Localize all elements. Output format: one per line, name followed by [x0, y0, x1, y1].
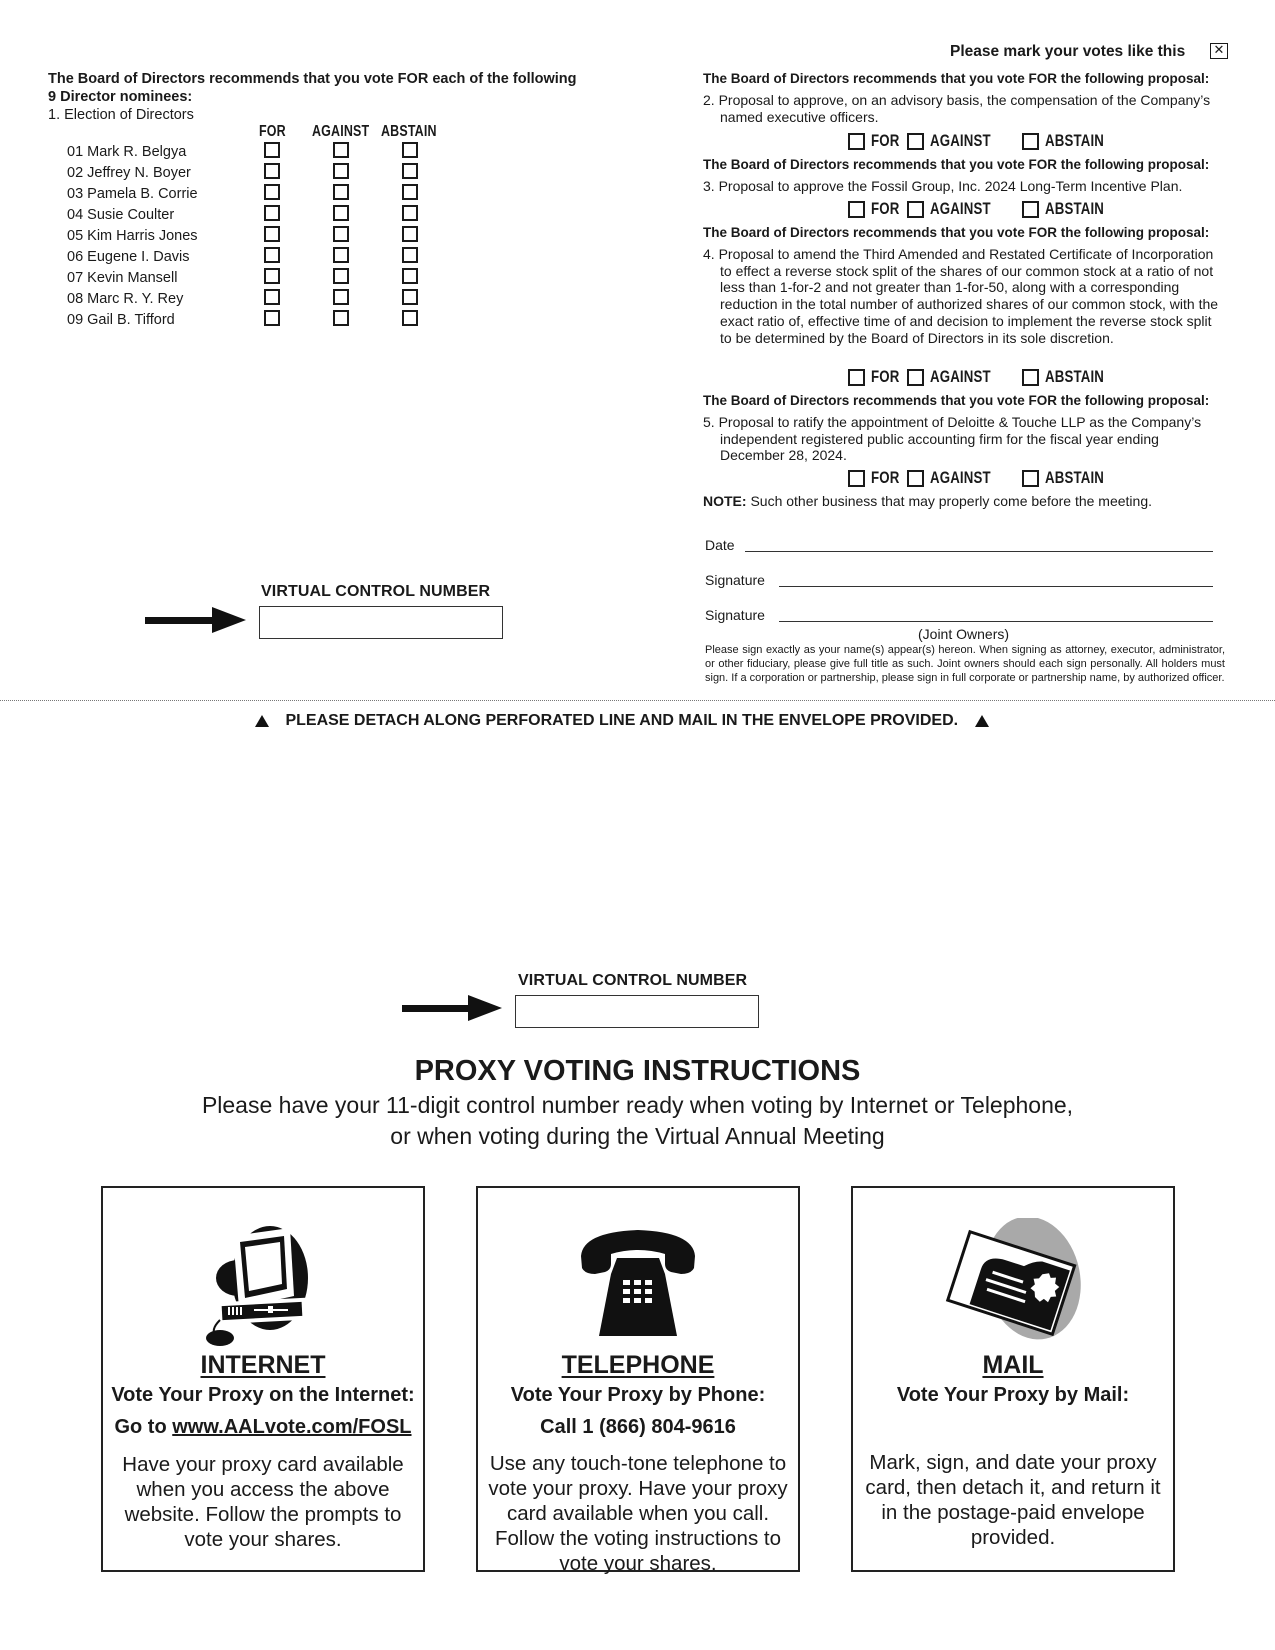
subtitle-line-2: or when voting during the Virtual Annual Meeting: [390, 1123, 885, 1149]
date-field[interactable]: [745, 551, 1213, 552]
checkbox-nominee-01-against[interactable]: [333, 142, 349, 158]
election-of-directors-label: 1. Election of Directors: [48, 107, 194, 123]
checkbox-nominee-02-abstain[interactable]: [402, 163, 418, 179]
signature-label: Signature: [705, 572, 765, 588]
vote-label-for: FOR: [871, 367, 900, 386]
proposal-2-vote-row: [848, 131, 1131, 151]
vote-label-for: FOR: [871, 199, 900, 218]
voting-method-mail: [851, 1186, 1175, 1572]
checkbox-nominee-06-abstain[interactable]: [402, 247, 418, 263]
proposal-3-text: 3. Proposal to approve the Fossil Group, Inc. 2024 Long-Term Incentive Plan.: [703, 178, 1183, 194]
joint-owners-caption: (Joint Owners): [918, 626, 1010, 642]
mark-votes-instruction: Please mark your votes like this: [950, 43, 1186, 60]
checkbox-nominee-04-against[interactable]: [333, 205, 349, 221]
mail-description: Mark, sign, and date your proxy card, then detach it, and return it in the postage-paid envelope provided.: [865, 1451, 1161, 1549]
nominee-row: [67, 247, 190, 268]
checkbox-nominee-05-against[interactable]: [333, 226, 349, 242]
detach-text: PLEASE DETACH ALONG PERFORATED LINE AND MAIL IN THE ENVELOPE PROVIDED.: [285, 712, 959, 729]
proxy-voting-instructions-subtitle: [0, 1090, 1275, 1152]
virtual-control-number-label-bottom: VIRTUAL CONTROL NUMBER: [518, 972, 748, 989]
triangle-up-icon: [255, 715, 269, 727]
nominee-row: [67, 268, 177, 289]
checkbox-nominee-04-for[interactable]: [264, 205, 280, 221]
recommendation-line-1: The Board of Directors recommends that you vote FOR each of the following: [48, 71, 577, 87]
nominee-row: [67, 184, 198, 205]
computer-icon: [103, 1218, 423, 1348]
checkbox-nominee-03-for[interactable]: [264, 184, 280, 200]
checkbox-proposal-2-abstain[interactable]: [1022, 133, 1039, 150]
checkbox-proposal-2-against[interactable]: [907, 133, 924, 150]
column-header-against: AGAINST: [312, 123, 370, 140]
checkbox-nominee-08-abstain[interactable]: [402, 289, 418, 305]
checkbox-nominee-09-against[interactable]: [333, 310, 349, 326]
checkbox-nominee-03-abstain[interactable]: [402, 184, 418, 200]
mail-envelope-icon: [853, 1218, 1173, 1348]
subtitle-line-1: Please have your 11-digit control number ready when voting by Internet or Telephone,: [201, 1092, 1074, 1118]
vote-label-abstain: ABSTAIN: [1045, 131, 1105, 150]
recommendation-line-2: 9 Director nominees:: [48, 89, 193, 105]
mail-title: MAIL: [982, 1351, 1044, 1379]
mail-subtitle: Vote Your Proxy by Mail:: [896, 1384, 1130, 1406]
checkbox-nominee-08-against[interactable]: [333, 289, 349, 305]
virtual-control-number-field[interactable]: [259, 606, 503, 639]
vote-label-against: AGAINST: [930, 367, 991, 386]
checkbox-proposal-5-against[interactable]: [907, 470, 924, 487]
proposal-5-text: 5. Proposal to ratify the appointment of Deloitte & Touche LLP as the Company’s independent registered public accounting firm for the fiscal year ending December 28, 2024.: [703, 414, 1202, 464]
vote-label-abstain: ABSTAIN: [1045, 468, 1105, 487]
checkbox-nominee-01-abstain[interactable]: [402, 142, 418, 158]
telephone-subtitle: Vote Your Proxy by Phone:: [510, 1384, 766, 1406]
board-recommendation-proposal-5: The Board of Directors recommends that you vote FOR the following proposal:: [703, 393, 1210, 408]
mark-example-checkbox: ✕: [1210, 43, 1228, 59]
vote-label-abstain: ABSTAIN: [1045, 199, 1105, 218]
proposal-4-vote-row: [848, 367, 1131, 387]
signature-field[interactable]: [779, 586, 1213, 587]
proposal-5-vote-row: [848, 468, 1131, 488]
checkbox-nominee-06-against[interactable]: [333, 247, 349, 263]
checkbox-nominee-05-for[interactable]: [264, 226, 280, 242]
nominee-name: 02 Jeffrey N. Boyer: [67, 165, 191, 181]
arrow-head-icon: [468, 995, 502, 1021]
nominee-row: [67, 226, 198, 247]
checkbox-proposal-4-against[interactable]: [907, 369, 924, 386]
voting-method-telephone: [476, 1186, 800, 1575]
date-label: Date: [705, 537, 735, 553]
column-header-for: FOR: [259, 123, 286, 140]
voting-method-internet: [101, 1186, 425, 1572]
vote-label-against: AGAINST: [930, 199, 991, 218]
checkbox-nominee-08-for[interactable]: [264, 289, 280, 305]
checkbox-nominee-07-against[interactable]: [333, 268, 349, 284]
nominee-name: 06 Eugene I. Davis: [67, 249, 190, 265]
checkbox-nominee-05-abstain[interactable]: [402, 226, 418, 242]
internet-description: Have your proxy card available when you access the above website. Follow the prompts to vote your shares.: [122, 1453, 404, 1551]
checkbox-nominee-02-for[interactable]: [264, 163, 280, 179]
signing-instructions: Please sign exactly as your name(s) appear(s) hereon. When signing as attorney, executor, administrator, or other fiduciary, please give full title as such. Joint owners should each sign personally. All holders must sign. If a corporation or partnership, please sign in full corporate or partnership name, by authorized officer.: [705, 644, 1225, 684]
checkbox-proposal-5-for[interactable]: [848, 470, 865, 487]
nominee-name: 04 Susie Coulter: [67, 207, 175, 223]
proxy-voting-instructions-title: PROXY VOTING INSTRUCTIONS: [414, 1055, 861, 1087]
triangle-up-icon: [975, 715, 989, 727]
nominee-name: 09 Gail B. Tifford: [67, 312, 175, 328]
checkbox-nominee-09-for[interactable]: [264, 310, 280, 326]
internet-action: [103, 1416, 423, 1439]
vote-label-for: FOR: [871, 131, 900, 150]
board-recommendation-proposal-4: The Board of Directors recommends that you vote FOR the following proposal:: [703, 225, 1210, 240]
telephone-icon: [478, 1218, 798, 1348]
board-recommendation-proposal-3: The Board of Directors recommends that you vote FOR the following proposal:: [703, 157, 1210, 172]
checkbox-proposal-2-for[interactable]: [848, 133, 865, 150]
internet-subtitle: Vote Your Proxy on the Internet:: [111, 1384, 415, 1406]
detach-instruction: [255, 712, 989, 730]
checkbox-nominee-07-for[interactable]: [264, 268, 280, 284]
virtual-control-number-field-bottom[interactable]: [515, 995, 759, 1028]
telephone-number: Call 1 (866) 804-9616: [540, 1416, 736, 1438]
go-to-label: Go to: [114, 1416, 173, 1438]
nominee-name: 05 Kim Harris Jones: [67, 228, 198, 244]
perforated-line: [0, 700, 1275, 701]
board-recommendation-proposal-2: The Board of Directors recommends that you vote FOR the following proposal:: [703, 71, 1210, 86]
checkbox-proposal-3-abstain[interactable]: [1022, 201, 1039, 218]
signature-joint-label: Signature: [705, 607, 765, 623]
checkbox-nominee-06-for[interactable]: [264, 247, 280, 263]
nominee-name: 03 Pamela B. Corrie: [67, 186, 198, 202]
board-recommendation-directors: [48, 70, 577, 106]
virtual-control-number-label: VIRTUAL CONTROL NUMBER: [261, 583, 491, 600]
nominee-row: [67, 310, 175, 331]
nominee-row: [67, 163, 191, 184]
note-label: NOTE:: [703, 493, 747, 509]
nominee-row: [67, 205, 174, 226]
column-header-abstain: ABSTAIN: [381, 123, 437, 140]
nominee-row: [67, 142, 186, 163]
nominee-row: [67, 289, 183, 310]
telephone-description: Use any touch-tone telephone to vote your proxy. Have your proxy card available when you call. Follow the voting instructions to vote your shares.: [488, 1452, 788, 1575]
nominee-name: 01 Mark R. Belgya: [67, 144, 187, 160]
nominee-name: 07 Kevin Mansell: [67, 270, 178, 286]
vote-label-against: AGAINST: [930, 468, 991, 487]
signature-joint-field[interactable]: [779, 621, 1213, 622]
nominee-name: 08 Marc R. Y. Rey: [67, 291, 184, 307]
checkbox-nominee-03-against[interactable]: [333, 184, 349, 200]
arrow-head-icon: [212, 607, 246, 633]
proposal-3-vote-row: [848, 199, 1131, 219]
internet-title: INTERNET: [200, 1351, 326, 1379]
checkbox-nominee-04-abstain[interactable]: [402, 205, 418, 221]
telephone-title: TELEPHONE: [561, 1351, 715, 1379]
checkbox-nominee-07-abstain[interactable]: [402, 268, 418, 284]
note-body: Such other business that may properly come before the meeting.: [746, 493, 1153, 509]
proposal-2-text: 2. Proposal to approve, on an advisory basis, the compensation of the Company’s named executive officers.: [703, 92, 1211, 125]
vote-label-against: AGAINST: [930, 131, 991, 150]
vote-label-abstain: ABSTAIN: [1045, 367, 1105, 386]
checkbox-proposal-5-abstain[interactable]: [1022, 470, 1039, 487]
checkbox-nominee-02-against[interactable]: [333, 163, 349, 179]
checkbox-nominee-01-for[interactable]: [264, 142, 280, 158]
proposal-4-text: 4. Proposal to amend the Third Amended and Restated Certificate of Incorporation to effect a reverse stock split of the shares of our common stock at a ratio of not less than 1-for-2 and not greater than 1-for-50, along with a corresponding reduction in the total number of authorized shares of our common stock, with the exact ratio of, effective time of and decision to implement the reverse stock split to be determined by the Board of Directors in its sole discretion.: [703, 246, 1219, 346]
checkbox-proposal-4-abstain[interactable]: [1022, 369, 1039, 386]
checkbox-proposal-3-for[interactable]: [848, 201, 865, 218]
checkbox-nominee-09-abstain[interactable]: [402, 310, 418, 326]
aalvote-link[interactable]: www.AALvote.com/FOSL: [172, 1416, 412, 1438]
note-text: [703, 493, 1152, 509]
vote-label-for: FOR: [871, 468, 900, 487]
checkbox-proposal-4-for[interactable]: [848, 369, 865, 386]
checkbox-proposal-3-against[interactable]: [907, 201, 924, 218]
